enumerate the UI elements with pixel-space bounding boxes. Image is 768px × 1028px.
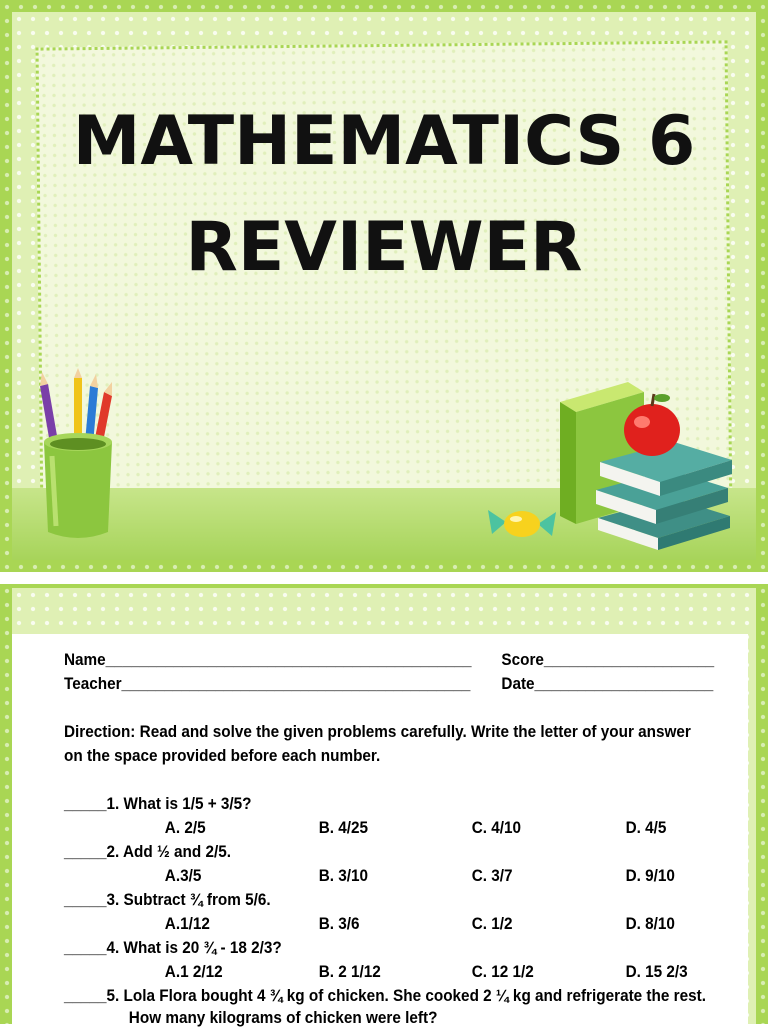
cover-title-line2: REVIEWER [185, 208, 583, 287]
name-field: Name___________________________________________ [64, 650, 472, 669]
question-4-choice-a: A.1 2/12 [164, 962, 223, 981]
question-5-continuation: How many kilograms of chicken were left? [128, 1008, 438, 1027]
pencil-cup-illustration [34, 366, 124, 546]
direction-line-2: on the space provided before each number. [64, 746, 381, 765]
question-2-choice-b: B. 3/10 [318, 866, 369, 885]
cover-title-line1: MATHEMATICS 6 [72, 102, 696, 181]
question-3-choice-b: B. 3/6 [318, 914, 360, 933]
question-3-choice-d: D. 8/10 [625, 914, 675, 933]
date-field: Date_____________________ [501, 674, 714, 693]
score-field: Score____________________ [501, 650, 715, 669]
worksheet-paper [12, 634, 748, 1027]
question-5-stem: _____5. Lola Flora bought 4 ¾ kg of chicken. She cooked 2 ¼ kg and refrigerate the rest. [64, 986, 706, 1005]
question-2-stem: _____2. Add ½ and 2/5. [64, 842, 231, 861]
books-apple-illustration [552, 378, 742, 562]
teacher-field: Teacher_________________________________________ [64, 674, 471, 693]
question-4-choice-d: D. 15 2/3 [625, 962, 688, 981]
direction-line-1: Direction: Read and solve the given problems carefully. Write the letter of your answer [64, 722, 691, 741]
question-1-stem: _____1. What is 1/5 + 3/5? [64, 794, 252, 813]
question-4-choice-c: C. 12 1/2 [471, 962, 534, 981]
question-1-choice-b: B. 4/25 [318, 818, 369, 837]
question-4-stem: _____4. What is 20 ¾ - 18 2/3? [64, 938, 282, 957]
question-3-choice-c: C. 1/2 [471, 914, 513, 933]
question-4-choice-b: B. 2 1/12 [318, 962, 381, 981]
question-1-choice-c: C. 4/10 [471, 818, 522, 837]
candy-illustration [482, 502, 562, 546]
question-1-choice-a: A. 2/5 [164, 818, 206, 837]
question-2-choice-d: D. 9/10 [625, 866, 675, 885]
book-stack [596, 442, 732, 550]
question-2-choice-a: A.3/5 [164, 866, 202, 885]
question-2-choice-c: C. 3/7 [471, 866, 513, 885]
question-1-choice-d: D. 4/5 [625, 818, 667, 837]
question-3-stem: _____3. Subtract ¾ from 5/6. [64, 890, 271, 909]
question-3-choice-a: A.1/12 [164, 914, 210, 933]
